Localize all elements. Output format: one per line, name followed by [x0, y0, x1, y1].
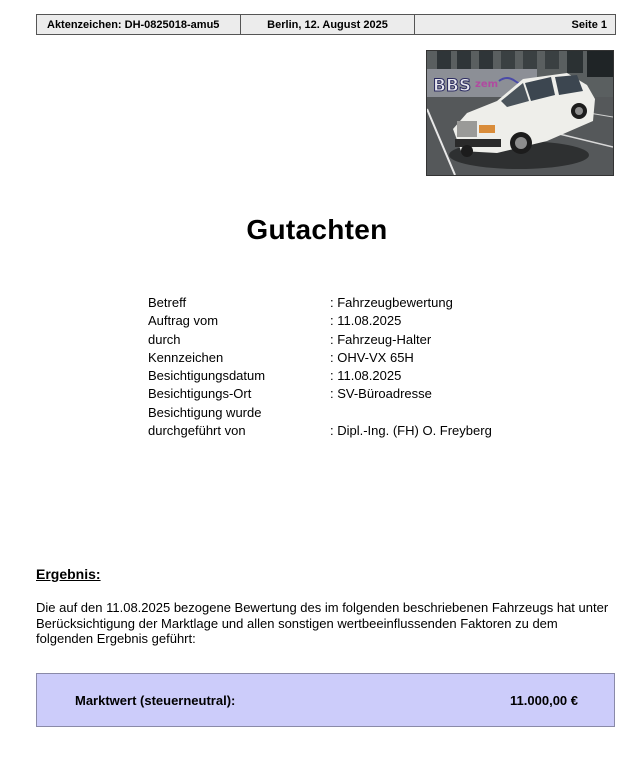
detail-label: Auftrag vom	[148, 313, 219, 329]
result-paragraph: Die auf den 11.08.2025 bezogene Bewertung des im folgenden beschriebenen Fahrzeugs hat unter Berücksichtigung der Marktlage und allen sonstigen wertbeeinflussenden Faktoren zu dem folgenden Ergebnis geführt:	[36, 600, 609, 646]
detail-row	[148, 294, 492, 312]
detail-value: : 11.08.2025	[330, 313, 402, 329]
detail-value: : Dipl.-Ing. (FH) O. Freyberg	[330, 423, 492, 439]
detail-row	[148, 312, 492, 330]
detail-row	[148, 331, 492, 349]
vehicle-photo	[426, 50, 614, 176]
detail-value: : OHV-VX 65H	[330, 349, 414, 365]
document-title: Gutachten	[246, 214, 388, 245]
detail-label: Kennzeichen	[148, 349, 224, 365]
market-value-amount: 11.000,00 €	[510, 692, 578, 708]
detail-label: Betreff	[148, 295, 187, 310]
market-value-label: Marktwert (steuerneutral):	[75, 692, 236, 708]
place-date: Berlin, 12. August 2025	[241, 15, 415, 34]
document-header	[36, 14, 616, 35]
detail-row	[148, 422, 492, 440]
page-number: Seite 1	[571, 18, 607, 31]
result-heading: Ergebnis:	[36, 566, 101, 582]
detail-label: Besichtigung wurde	[148, 404, 262, 420]
detail-value: : SV-Büroadresse	[330, 386, 432, 402]
detail-label: durchgeführt von	[148, 423, 246, 439]
detail-label: durch	[148, 331, 181, 347]
detail-row	[148, 385, 492, 403]
cut-off-header-text	[60, 0, 260, 3]
detail-label: Besichtigungsdatum	[148, 368, 266, 384]
detail-value: : 11.08.2025	[330, 368, 402, 384]
detail-value: : Fahrzeug-Halter	[330, 331, 432, 347]
detail-value: : Fahrzeugbewertung	[330, 295, 453, 310]
detail-row	[148, 367, 492, 385]
detail-label: Besichtigungs-Ort	[148, 386, 252, 402]
svg-text:zem: zem	[475, 79, 499, 90]
detail-row	[148, 404, 492, 422]
assignment-details	[148, 294, 492, 440]
svg-text:BBS: BBS	[433, 76, 472, 96]
file-reference: Aktenzeichen: DH-0825018-amu5	[37, 15, 241, 34]
market-value-box	[36, 673, 615, 727]
detail-row	[148, 349, 492, 367]
